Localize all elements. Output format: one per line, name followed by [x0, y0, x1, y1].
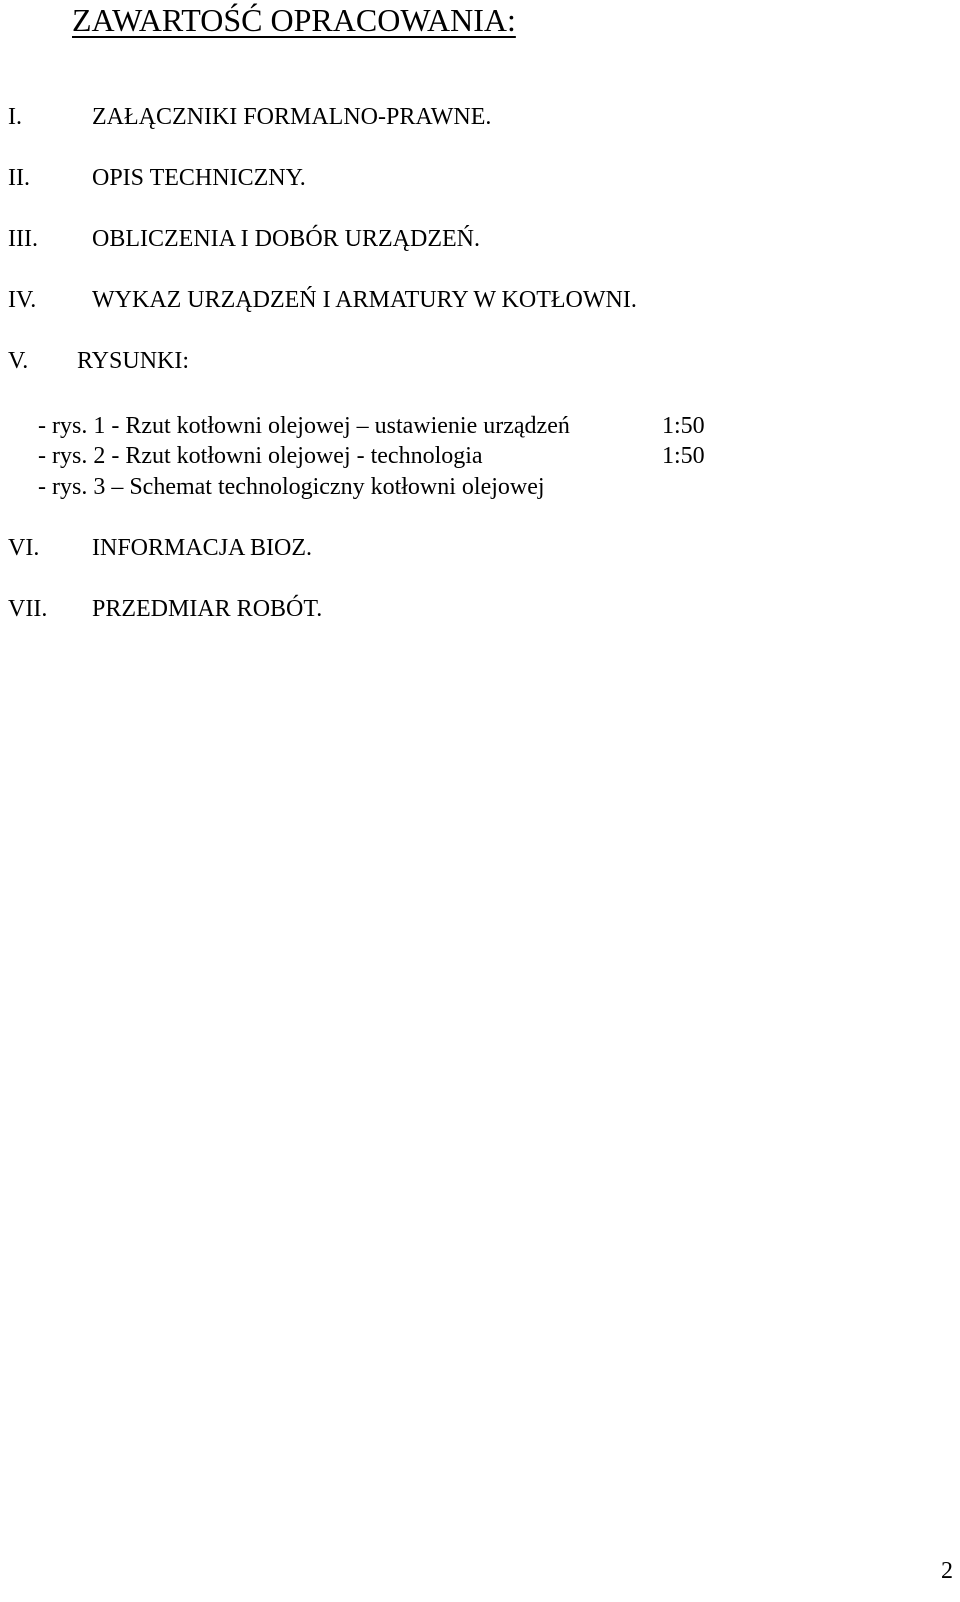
- toc-item-number: I.: [8, 104, 22, 130]
- toc-item-number: VII.: [8, 596, 48, 622]
- toc-item-number: V.: [8, 348, 29, 374]
- drawing-list-item-2: [38, 441, 738, 471]
- document-title: ZAWARTOŚĆ OPRACOWANIA:: [72, 2, 516, 38]
- drawing-title: - rys. 3 – Schemat technologiczny kotłowni olejowej: [38, 474, 545, 500]
- toc-item-label: ZAŁĄCZNIKI FORMALNO-PRAWNE.: [92, 104, 492, 130]
- drawing-title: - rys. 1 - Rzut kotłowni olejowej – ustawienie urządzeń: [38, 413, 570, 439]
- toc-item-label: OBLICZENIA I DOBÓR URZĄDZEŃ.: [92, 226, 480, 252]
- drawing-list-item-3: [38, 472, 738, 502]
- toc-item-number: II.: [8, 165, 30, 191]
- drawing-list-item-1: [38, 411, 738, 441]
- toc-item-label: OPIS TECHNICZNY.: [92, 165, 306, 191]
- toc-item-label: RYSUNKI:: [77, 348, 190, 374]
- drawing-title: - rys. 2 - Rzut kotłowni olejowej - technologia: [38, 443, 483, 469]
- toc-item-number: III.: [8, 226, 38, 252]
- toc-item-label: WYKAZ URZĄDZEŃ I ARMATURY W KOTŁOWNI.: [92, 287, 637, 313]
- toc-item-label: PRZEDMIAR ROBÓT.: [92, 596, 323, 622]
- toc-item-number: VI.: [8, 535, 40, 561]
- drawing-scale: 1:50: [662, 413, 705, 439]
- toc-item-label: INFORMACJA BIOZ.: [92, 535, 313, 561]
- page-number: 2: [941, 1558, 953, 1584]
- toc-item-number: IV.: [8, 287, 37, 313]
- drawing-scale: 1:50: [662, 443, 705, 469]
